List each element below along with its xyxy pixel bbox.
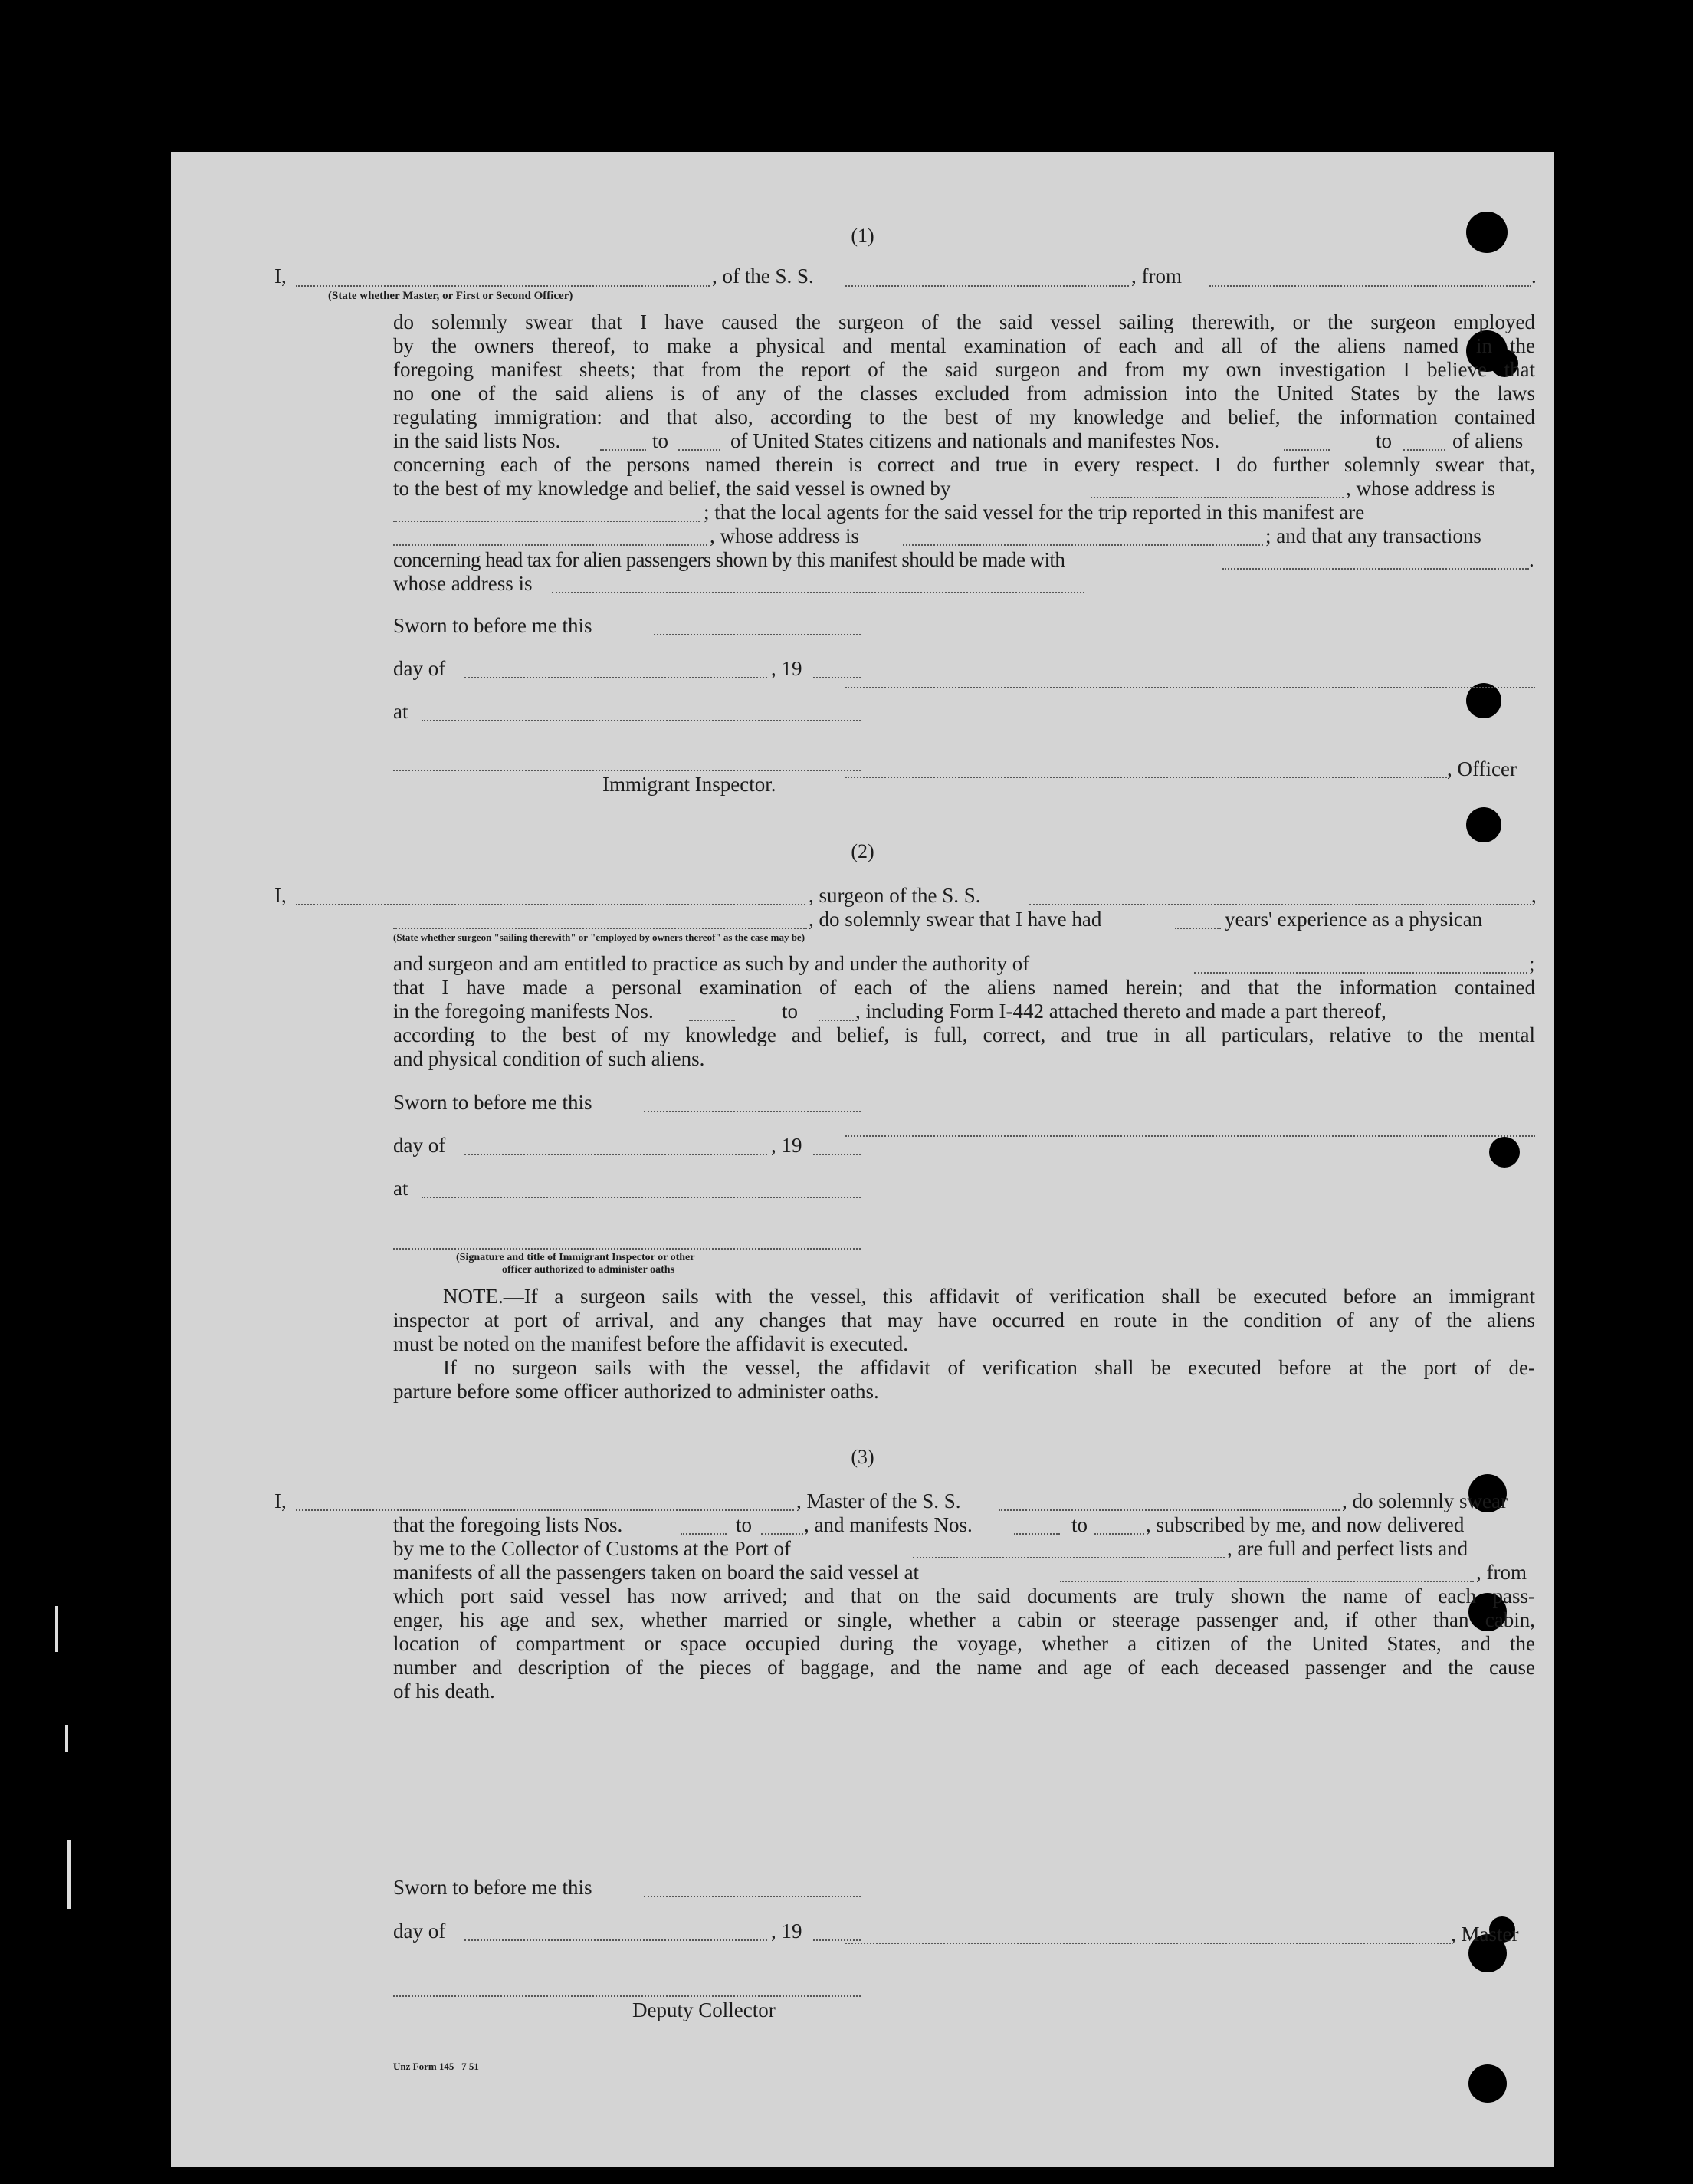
s3-paragraph-line: number and description of the pieces of baggage, and the name and age of each deceased passenger and the cause bbox=[393, 1656, 1535, 1679]
s2-sworn-field bbox=[644, 1111, 861, 1112]
s1-from: , from bbox=[1131, 264, 1182, 287]
s1-agents-address-field bbox=[903, 544, 1263, 546]
s1-manifests-to-field bbox=[1403, 449, 1445, 451]
s2-sig-caption-1: (Signature and title of Immigrant Inspector or other bbox=[456, 1252, 695, 1263]
s2-at-field bbox=[422, 1197, 861, 1198]
s3-paragraph-line: which port said vessel has now arrived; and that on the said documents are truly shown the name of each pass- bbox=[393, 1585, 1535, 1608]
s1-paragraph-line: concerning each of the persons named therein is correct and true in every respect. I do further solemnly swear that, bbox=[393, 453, 1535, 476]
form-number: Unz Form 145 7 51 bbox=[393, 2061, 479, 2072]
s2-day-field bbox=[464, 1154, 767, 1155]
s2-manifests-from-field bbox=[689, 1020, 735, 1021]
punch-hole bbox=[1489, 1137, 1520, 1168]
s2-official-signature-line bbox=[393, 1248, 861, 1250]
s2-surgeon-signature-line bbox=[845, 1135, 1535, 1137]
s3-port-field bbox=[913, 1557, 1225, 1558]
s3-manifests-to-field bbox=[1094, 1533, 1144, 1535]
note-line: parture before some officer authorized to administer oaths. bbox=[393, 1380, 879, 1403]
s1-headtax-address-field bbox=[552, 592, 1084, 593]
note-line: must be noted on the manifest before the affidavit is executed. bbox=[393, 1332, 909, 1355]
s1-day-field bbox=[464, 677, 767, 678]
s3-year-field bbox=[813, 1939, 861, 1941]
s2-paragraph-line: according to the best of my knowledge and belief, is full, correct, and true in all particulars, relative to the mental bbox=[393, 1023, 1535, 1046]
punch-hole bbox=[1468, 2064, 1507, 2103]
section-1-number: (1) bbox=[851, 225, 874, 247]
s3-collector-line bbox=[393, 1995, 861, 1997]
section-2-number: (2) bbox=[851, 840, 874, 862]
note-line: NOTE.—If a surgeon sails with the vessel, this affidavit of verification shall be executed before an immigrant bbox=[443, 1285, 1535, 1308]
s3-manifests-from-field bbox=[1014, 1533, 1060, 1535]
s1-owner-field bbox=[1091, 497, 1344, 498]
s1-officer-line bbox=[845, 777, 1447, 778]
s3-collector-label: Deputy Collector bbox=[632, 1998, 776, 2021]
s3-day-field bbox=[464, 1939, 767, 1941]
s1-inspector-label: Immigrant Inspector. bbox=[602, 773, 776, 796]
section-3-number: (3) bbox=[851, 1446, 874, 1468]
s3-lists-from-field bbox=[681, 1533, 727, 1535]
s2-sig-caption-2: officer authorized to administer oaths bbox=[502, 1264, 675, 1276]
s1-lists-to-field bbox=[678, 449, 720, 451]
scan-edge-mark bbox=[55, 1606, 58, 1652]
s3-paragraph-line: location of compartment or space occupied during the voyage, whether a citizen of the United States, and the bbox=[393, 1632, 1535, 1655]
s2-manifests-to-field bbox=[819, 1020, 857, 1021]
s2-paragraph-line: that I have made a personal examination of each of the aliens named herein; and that the information contained bbox=[393, 976, 1535, 999]
s1-at-field bbox=[422, 720, 861, 721]
s1-paragraph-line: do solemnly swear that I have caused the surgeon of the said vessel sailing therewith, or the surgeon employed bbox=[393, 310, 1535, 333]
s1-note: (State whether Master, or First or Second Officer) bbox=[328, 290, 573, 302]
s1-officer-field bbox=[296, 285, 710, 287]
s3-lists-to-field bbox=[761, 1533, 803, 1535]
s1-paragraph-line: regulating immigration: and that also, according to the best of my knowledge and belief, the information contained bbox=[393, 406, 1535, 429]
s1-manifests-from-field bbox=[1284, 449, 1330, 451]
s1-agents-field bbox=[393, 544, 707, 546]
scan-edge-mark bbox=[65, 1725, 68, 1752]
scan-edge-mark bbox=[67, 1840, 71, 1909]
manifest-affidavit-page: (1) I, , of the S. S. , from . (State whether Master, or First or Second Officer) do solemnly swear that I have caused the surgeon of the said vessel sailing therewith, or the surgeon employed by the owners thereof, to make a physical and mental examination of each and all of the aliens named in the foregoing manifest sheets; that from the report of the said surgeon and from my own investigation I believe that no one of the said aliens is of any of the classes excluded from admission into the United States by the laws regulating immigration: and that also, according to the best of my knowledge and belief, the information contained in the said lists Nos. to of United States citizens and nationals and manifestes Nos. to of aliens concerning each of the persons named therein is correct and true in every respect. I do further solemnly swear that, to the best of my knowledge and belief, the said vessel is owned by , whose address is ; that the local agents for the said vessel for the trip reported in this manifest are , whose address is ; and that any transactions concerning head tax for alien passengers shown by this manifest should be made with . whose address is Sworn to before me this day of , 19 at , Officer Immigrant Inspector. (2) I, , surgeon of the S. S. , , do solemnly swear that I have had years' experience as a physican (State whether surgeon "sailing therewith" or "employed by owners thereof" as the case may be) and surgeon and am entitled to practice as such by and under the authority of ; that I have made a personal examination of each of the aliens named herein; and that the information contained in the foregoing manifests Nos. to , including Form I-442 attached thereto and made a part thereof, according to the best of my knowledge and belief, is full, correct, and true in all particulars, relative to the mental and physical condition of such aliens. Sworn to before me this day of , 19 at (Signature and title of Immigrant Inspector or other officer authorized to administer oaths NOTE.—If a surgeon sails with the vessel, this affidavit of verification shall be executed before an immigrant inspector at port of arrival, and any changes that may have occurred en route in the condition of any of the aliens must be noted on the manifest before the affidavit is executed. If no surgeon sails with the vessel, the affidavit of verification shall be executed before at the port of de- parture before some officer authorized to administer oaths. (3) I, , Master of the S. S. , do solemnly swear that the foregoing lists Nos. to , and manifests Nos. to , subscribed by me, and now delivered by me to the Collector of Customs at the Port of , are full and perfect lists and manifests of all the passengers taken on board the said vessel at , from which port said vessel has now arrived; and that on the said documents are truly shown the name of each pass- enger, his age and sex, whether married or single, whether a cabin or steerage passenger and, if other than cabin, location of compartment or space occupied during the voyage, whether a citizen of the United States, and the number and description of the pieces of baggage, and the name and age of each deceased passenger and the cause of his death. Sworn to before me this day of , 19 , Master Deputy Collector Unz Form 145 7 51 bbox=[171, 152, 1554, 2167]
s1-year-field bbox=[813, 677, 861, 678]
s1-lists-from-field bbox=[600, 449, 646, 451]
s2-authority-field bbox=[1194, 972, 1527, 974]
s1-owner-address-field bbox=[393, 521, 700, 522]
s2-surgeon-field bbox=[296, 904, 805, 905]
s1-inspector-line bbox=[393, 770, 861, 771]
s1-paragraph-line: no one of the said aliens is of any of the classes excluded from admission into the United States by the laws bbox=[393, 382, 1535, 405]
s2-note: (State whether surgeon "sailing therewith" or "employed by owners thereof" as the case may be) bbox=[393, 931, 805, 943]
s3-paragraph-line: enger, his age and sex, whether married or single, whether a cabin or steerage passenger and, if other than cabin, bbox=[393, 1608, 1535, 1631]
s2-years-field bbox=[1175, 928, 1221, 929]
s1-paragraph-line: foregoing manifest sheets; that from the report of the said surgeon and from my own investigation I believe that bbox=[393, 358, 1535, 381]
s1-signature-line bbox=[845, 687, 1535, 688]
punch-hole bbox=[1466, 807, 1501, 842]
note-line: inspector at port of arrival, and any changes that may have occurred en route in the condition of any of the aliens bbox=[393, 1309, 1535, 1332]
s1-from-field bbox=[1209, 285, 1531, 287]
s3-vessel-field bbox=[999, 1509, 1340, 1511]
s1-paragraph-line: by the owners thereof, to make a physical and mental examination of each and all of the aliens named in the bbox=[393, 334, 1535, 357]
s1-vessel-field bbox=[845, 285, 1129, 287]
s2-year-field bbox=[813, 1154, 861, 1155]
s1-of-ss: , of the S. S. bbox=[712, 264, 814, 287]
s2-vessel-field bbox=[1029, 904, 1531, 905]
note-line: If no surgeon sails with the vessel, the affidavit of verification shall be executed before at the port of de- bbox=[443, 1356, 1535, 1379]
s1-headtax-field bbox=[1222, 568, 1529, 570]
s3-master-field bbox=[296, 1509, 794, 1511]
s1-sworn-field bbox=[654, 634, 861, 635]
s2-status-field bbox=[393, 928, 807, 929]
s3-origin-port-field bbox=[1060, 1581, 1474, 1582]
s3-sworn-field bbox=[644, 1896, 861, 1897]
s3-master-signature-line bbox=[845, 1943, 1451, 1944]
s1-i: I, bbox=[274, 264, 287, 287]
